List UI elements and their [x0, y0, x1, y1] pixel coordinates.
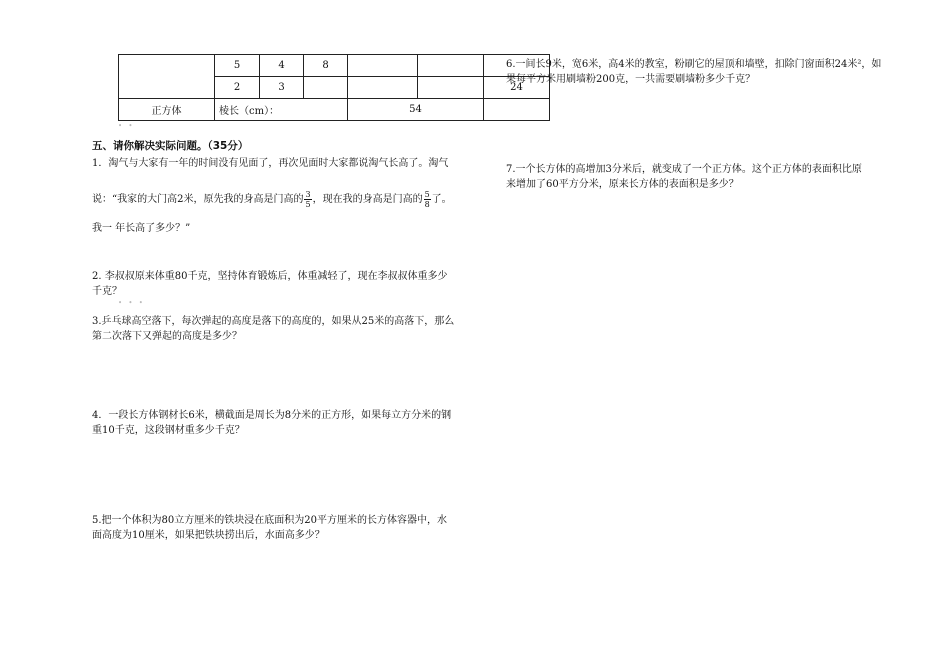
- question-1-line-1: 1．淘气与大家有一年的时间没有见面了，再次见面时大家都说淘气长高了。淘气: [92, 158, 449, 169]
- question-4-line-2: 重10千克，这段钢材重多少千克？: [92, 425, 245, 436]
- table-cell: 4: [260, 55, 304, 77]
- table-cell: 24: [484, 77, 550, 99]
- fraction-three-fifths: [304, 190, 311, 209]
- question-4-line-1: 4．一段长方体钢材长6米，横截面是周长为8分米的正方形，如果每立方分米的钢: [92, 410, 452, 421]
- question-3-line-1: 3.乒乓球高空落下，每次弹起的高度是落下的高度的，如果从25米的高落下，那么: [92, 316, 455, 327]
- table-cell: [418, 55, 484, 77]
- table-cell: [348, 55, 418, 77]
- cube-label: 正方体: [119, 99, 215, 121]
- question-7-line-2: 来增加了60平方分米，原来长方体的表面积是多少？: [506, 179, 739, 190]
- question-7-line-1: 7.一个长方体的高增加3分米后，就变成了一个正方体。这个正方体的表面积比原: [506, 164, 862, 175]
- fraction-numerator: 3: [305, 190, 311, 199]
- table-cell: 8: [304, 55, 348, 77]
- question-6-line-1: 6.一间长9米，宽6米，高4米的教室，粉刷它的屋顶和墙壁，扣除门窗面积24米²，如: [506, 59, 882, 70]
- question-1-text-a: 说：“我家的大门高2米，原先我的身高是门高的: [92, 194, 304, 205]
- fraction-denominator: 8: [424, 200, 430, 209]
- faint-marks: • •: [118, 122, 135, 130]
- table-cell: 5: [215, 55, 260, 77]
- data-table: [118, 54, 550, 121]
- fraction-numerator: 5: [424, 190, 430, 199]
- section-title: 五、请你解决实际问题。（35分）: [92, 140, 249, 152]
- table-cell: 2: [215, 77, 260, 99]
- fraction-five-eighths: [424, 190, 431, 209]
- fraction-denominator: 5: [305, 200, 311, 209]
- edge-length-value: 54: [348, 99, 484, 121]
- faint-marks: • • •: [118, 299, 145, 307]
- table-cell: 3: [260, 77, 304, 99]
- edge-length-label: 棱长（cm）：: [215, 99, 348, 121]
- table-cell: [304, 77, 348, 99]
- question-2-line-2: 千克？: [92, 286, 122, 297]
- question-1-text-b: ，现在我的身高是门高的: [312, 194, 423, 205]
- question-1-line-2: [92, 190, 452, 209]
- table-row: [119, 55, 550, 77]
- question-5-line-1: 5.把一个体积为80立方厘米的铁块浸在底面积为20平方厘米的长方体容器中，水: [92, 515, 447, 526]
- question-1-line-3: 我一 年长高了多少？”: [92, 223, 191, 234]
- table-cell: [119, 55, 215, 99]
- question-1-text-c: 了。: [431, 194, 452, 205]
- table-cell: [348, 77, 418, 99]
- table-cell: [484, 99, 550, 121]
- question-6-line-2: 果每平方米用刷墙粉200克，一共需要刷墙粉多少千克？: [506, 74, 756, 85]
- question-5-line-2: 面高度为10厘米，如果把铁块捞出后，水面高多少？: [92, 530, 325, 541]
- question-2-line-1: 2. 李叔叔原来体重80千克，坚持体育锻炼后，体重减轻了，现在李叔叔体重多少: [92, 271, 448, 282]
- table-cell: [418, 77, 484, 99]
- table-row: [119, 99, 550, 121]
- question-3-line-2: 第二次落下又弹起的高度是多少？: [92, 331, 242, 342]
